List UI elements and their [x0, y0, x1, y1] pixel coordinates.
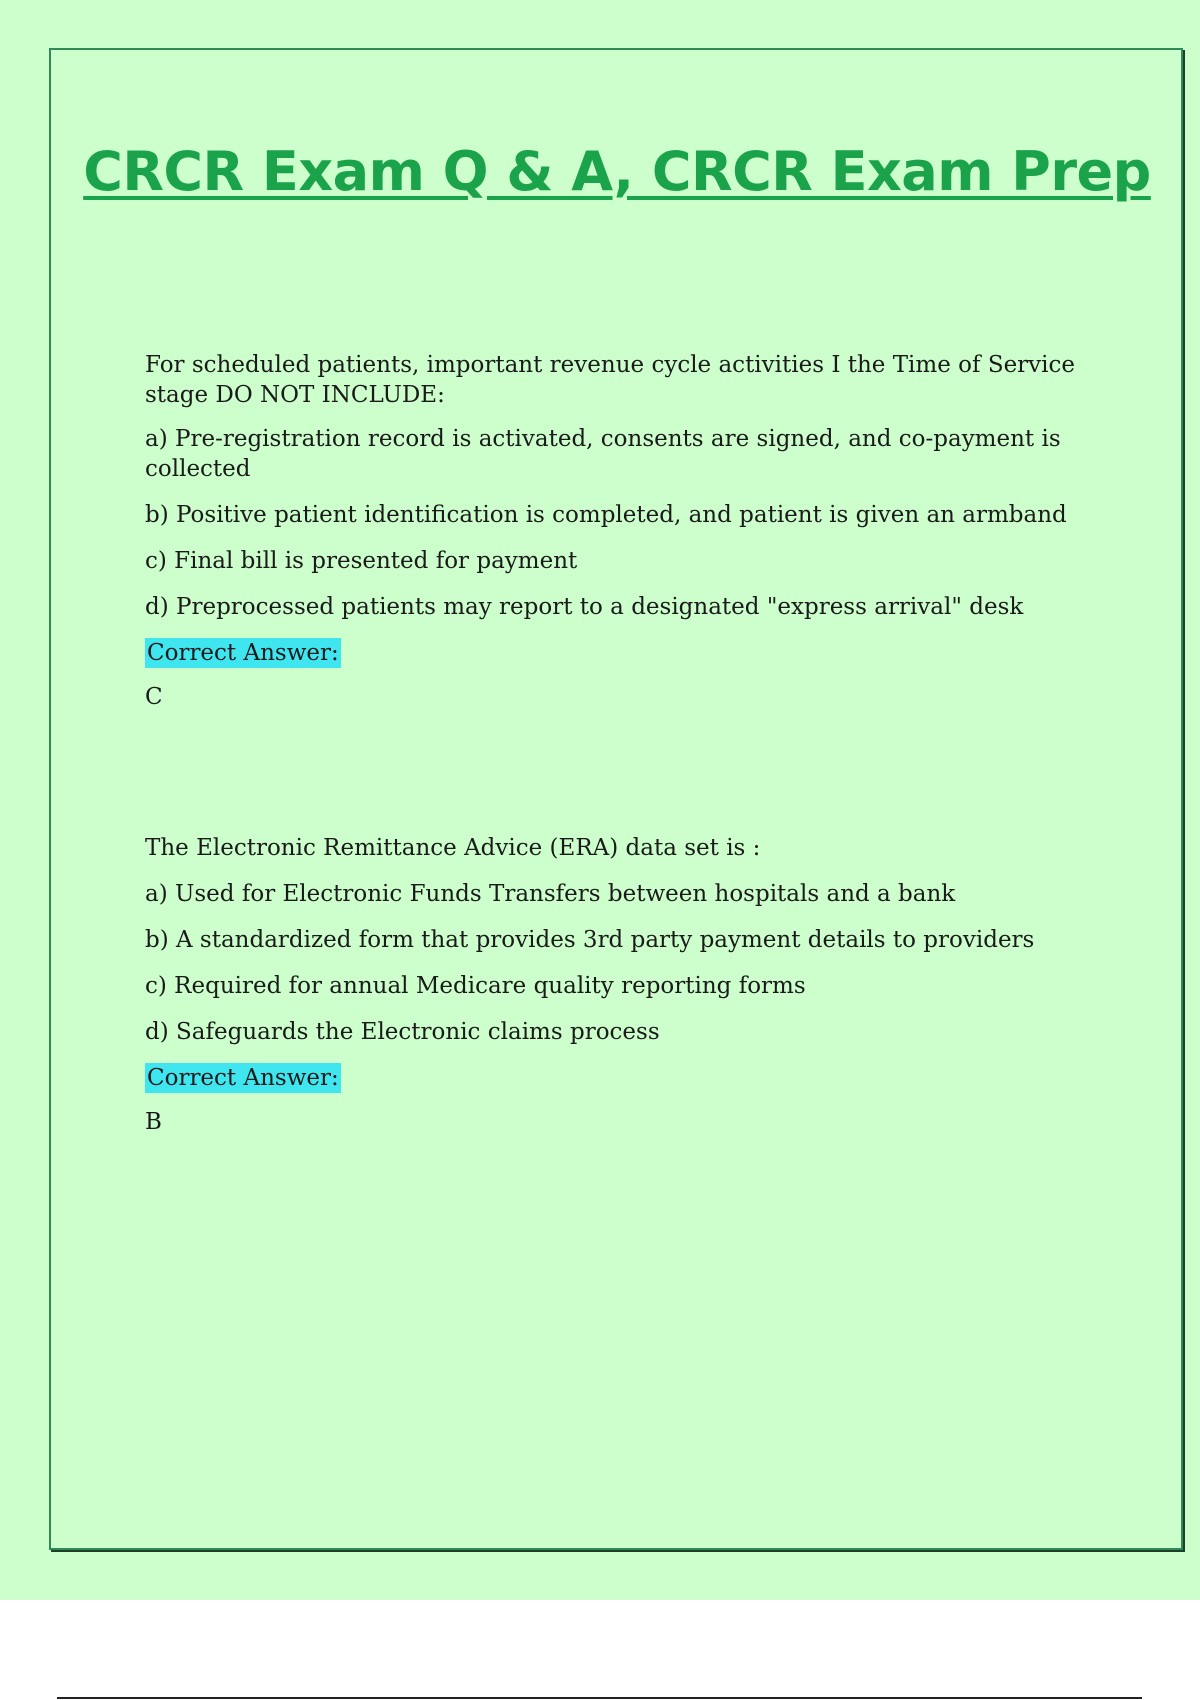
correct-answer-value: C — [145, 684, 163, 710]
option-c: c) Required for annual Medicare quality reporting forms — [145, 973, 806, 999]
question-block — [145, 350, 1090, 712]
option-b: b) A standardized form that provides 3rd party payment details to providers — [145, 927, 1035, 953]
question-block — [145, 833, 1090, 1137]
option-b: b) Positive patient identification is completed, and patient is given an armband — [145, 502, 1067, 528]
option-c: c) Final bill is presented for payment — [145, 548, 578, 574]
question-text: The Electronic Remittance Advice (ERA) data set is : — [145, 835, 761, 861]
page-title: CRCR Exam Q & A, CRCR Exam Prep — [83, 140, 1151, 203]
correct-answer-label: Correct Answer: — [147, 640, 339, 666]
option-d: d) Preprocessed patients may report to a designated "express arrival" desk — [145, 594, 1024, 620]
option-a: a) Used for Electronic Funds Transfers between hospitals and a bank — [145, 881, 956, 907]
footer-divider — [57, 1697, 1142, 1699]
option-d: d) Safeguards the Electronic claims process — [145, 1019, 660, 1045]
question-text: For scheduled patients, important revenue cycle activities I the Time of Service stage DO NOT INCLUDE: — [145, 352, 1076, 408]
correct-answer-value: B — [145, 1109, 162, 1135]
option-a: a) Pre-registration record is activated, consents are signed, and co-payment is collected — [145, 426, 1061, 482]
page-border — [49, 48, 1183, 1550]
correct-answer-label: Correct Answer: — [147, 1065, 339, 1091]
